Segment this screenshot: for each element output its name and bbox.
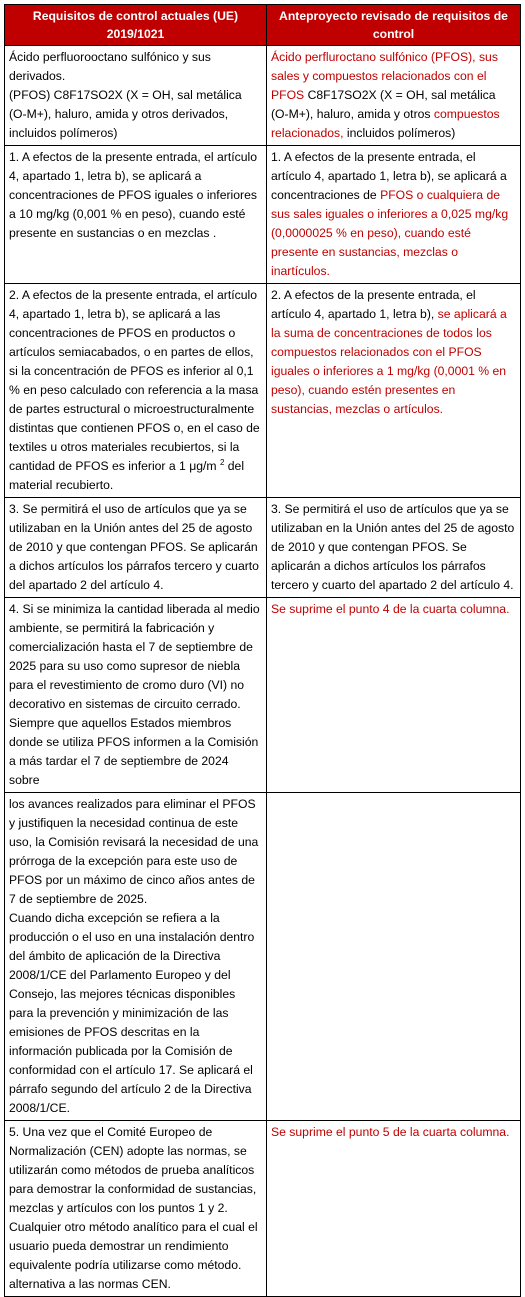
revised-cell — [267, 284, 521, 498]
text-run: se aplicará a la suma de concentraciones de todos los compuestos relacionados con el PFOS iguales o inferiores a 1 mg/kg (0,0001 % en peso), cuando estén presentes en sustancias, mezclas o artículos. — [271, 307, 507, 416]
paragraph: los avances realizados para eliminar el PFOS y justifiquen la necesidad continua de este uso, la Comisión revisará la necesidad de una prórroga de la excepción para este uso de PFOS por un máximo de cinco años antes de 7 de septiembre de 2025. — [9, 797, 259, 906]
text-run: C8F17SO2X (X = OH, sal metálica (O-M+), haluro, amida y otros — [271, 88, 496, 121]
text-run: incluidos polímeros) — [343, 126, 456, 140]
revised-cell — [267, 1121, 521, 1297]
text-run: PFOS o cualquiera de sus sales iguales o inferiores a 0,025 mg/kg (0,0000025 % en peso), cuando esté presente en sustancias, mezclas o inartículos. — [271, 188, 509, 278]
table-row — [5, 598, 521, 793]
current-cell — [5, 498, 267, 598]
current-cell — [5, 46, 267, 146]
paragraph: Ácido perfluorooctano sulfónico y sus derivados. — [9, 50, 211, 83]
current-cell — [5, 598, 267, 793]
header-revised-draft: Anteproyecto revisado de requisitos de control — [267, 5, 521, 46]
text-run: Ácido perfluroctano sulfónico (PFOS), sus sales y compuestos relacionados con el PFOS — [271, 50, 498, 102]
revised-cell — [267, 498, 521, 598]
revised-cell — [267, 598, 521, 793]
current-cell — [5, 793, 267, 1121]
text-run: Se suprime el punto 4 de la cuarta columna. — [271, 602, 510, 616]
text-run: 3. Se permitirá el uso de artículos que ya se utilizaban en la Unión antes del 25 de agosto de 2010 y que contengan PFOS. Se aplicarán a dichos artículos los párrafos tercero y cuarto del apartado 2 del artículo 4. — [271, 502, 515, 592]
text-run: compuestos relacionados, — [271, 107, 500, 140]
table-row — [5, 284, 521, 498]
paragraph: (PFOS) C8F17SO2X (X = OH, sal metálica (O-M+), haluro, amida y otros derivados, incluidos polímeros) — [9, 88, 242, 140]
table-row — [5, 1121, 521, 1297]
superscript: 2 — [219, 457, 225, 467]
text-run: del material recubierto. — [9, 459, 245, 492]
text-run: 2. A efectos de la presente entrada, el artículo 4, apartado 1, letra b), se aplicará a las concentraciones de PFOS en productos o artículos semiacabados, o en partes de ellos, si la concentración de PFOS es inferior al 0,1 % en peso calculado con referencia a la masa de partes estructural o microestructuralmente distintas que contienen PFOS o, en el caso de textiles u otros materiales recubiertos, si la cantidad de PFOS es inferior a 1 μg/m — [9, 288, 260, 473]
table-row — [5, 146, 521, 284]
comparison-table — [4, 4, 521, 1297]
table-row — [5, 793, 521, 1121]
text-run: 1. A efectos de la presente entrada, el artículo 4, apartado 1, letra b), se aplicará a concentraciones de — [271, 150, 507, 202]
paragraph: 1. A efectos de la presente entrada, el artículo 4, apartado 1, letra b), se aplicará a concentraciones de PFOS iguales o inferiores a 10 mg/kg (0,001 % en peso), cuando esté presente en sustancias o en mezclas . — [9, 150, 257, 240]
table-row — [5, 498, 521, 598]
current-cell — [5, 146, 267, 284]
header-row — [5, 5, 521, 46]
current-cell — [5, 284, 267, 498]
paragraph: 5. Una vez que el Comité Europeo de Normalización (CEN) adopte las normas, se utilizarán como métodos de prueba analíticos para demostrar la conformidad de sustancias, mezclas y artículos con los puntos 1 y 2. Cualquier otro método analítico para el cual el usuario pueda demostrar un rendimiento equivalente podría utilizarse como método. alternativa a las normas CEN. — [9, 1125, 258, 1291]
paragraph: Cuando dicha excepción se refiera a la producción o el uso en una instalación dentro del ámbito de aplicación de la Directiva 2008/1/CE del Parlamento Europeo y del Consejo, las mejores técnicas disponibles para la prevención y minimización de las emisiones de PFOS descritas en la información publicada por la Comisión de conformidad con el artículo 17. Se aplicará el párrafo segundo del artículo 2 de la Directiva 2008/1/CE. — [9, 911, 255, 1115]
table-row — [5, 46, 521, 146]
header-current-requirements: Requisitos de control actuales (UE) 2019/1021 — [5, 5, 267, 46]
current-cell — [5, 1121, 267, 1297]
revised-cell — [267, 46, 521, 146]
text-run: 2. A efectos de la presente entrada, el artículo 4, apartado 1, letra b), — [271, 288, 476, 321]
paragraph: 3. Se permitirá el uso de artículos que ya se utilizaban en la Unión antes del 25 de agosto de 2010 y que contengan PFOS. Se aplicarán a dichos artículos los párrafos tercero y cuarto del apartado 2 del artículo 4. — [9, 502, 259, 592]
paragraph: 4. Si se minimiza la cantidad liberada al medio ambiente, se permitirá la fabricación y comercialización hasta el 7 de septiembre de 2025 para su uso como supresor de niebla para el revestimiento de cromo duro (VI) no decorativo en sistemas de circuito cerrado. Siempre que aquellos Estados miembros donde se utiliza PFOS informen a la Comisión a más tardar el 7 de septiembre de 2024 sobre — [9, 602, 260, 787]
revised-cell-empty — [267, 793, 521, 1121]
text-run: Se suprime el punto 5 de la cuarta columna. — [271, 1125, 510, 1139]
revised-cell — [267, 146, 521, 284]
